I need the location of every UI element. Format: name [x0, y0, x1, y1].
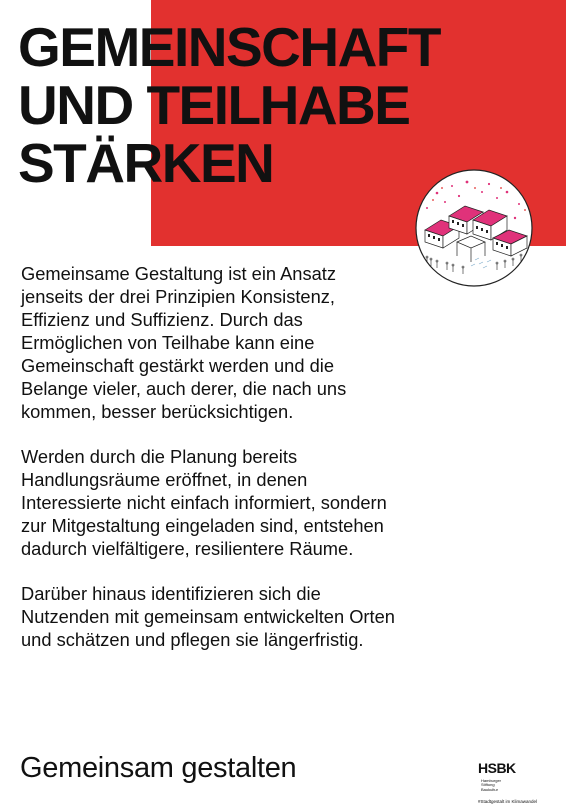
community-illustration [397, 168, 551, 288]
logo-org-line-2: Stiftung [481, 782, 495, 788]
title-line-3: STÄRKEN [18, 132, 274, 194]
hsbk-logo [478, 760, 552, 804]
logo-tagline: #Stadtgestalt im Klimawandel [478, 799, 538, 804]
footer-title: Gemeinsam gestalten [20, 752, 297, 784]
body-paragraph-2: Werden durch die Planung bereits Handlungsräume eröffnet, in denen Interessierte nicht einfach informiert, sondern zur Mitgestaltung eingeladen sind, entstehen dadurch vielfältigere, resilientere Räume. [21, 446, 387, 559]
logo-org-line-3: Baukultur [481, 786, 498, 792]
body-paragraph-1: Gemeinsame Gestaltung ist ein Ansatz jenseits der drei Prinzipien Konsistenz, Effizienz und Suffizienz. Durch das Ermöglichen von Teilhabe kann eine Gemeinschaft gestärkt werden und die Belange vieler, auch derer, die nach uns kommen, besser berücksichtigen. [21, 263, 347, 422]
logo-org-line-1: Hamburger [481, 778, 502, 783]
page-title [18, 18, 440, 192]
body-text [21, 262, 401, 673]
body-paragraph-3: Darüber hinaus identifizieren sich die Nutzenden mit gemeinsam entwickelten Orten und schätzen und pflegen sie längerfristig. [21, 583, 395, 650]
title-line-1: GEMEINSCHAFT [18, 16, 440, 78]
logo-mark: HSBK [478, 760, 516, 776]
logo-org-name [481, 779, 511, 792]
title-line-2: UND TEILHABE [18, 74, 410, 136]
